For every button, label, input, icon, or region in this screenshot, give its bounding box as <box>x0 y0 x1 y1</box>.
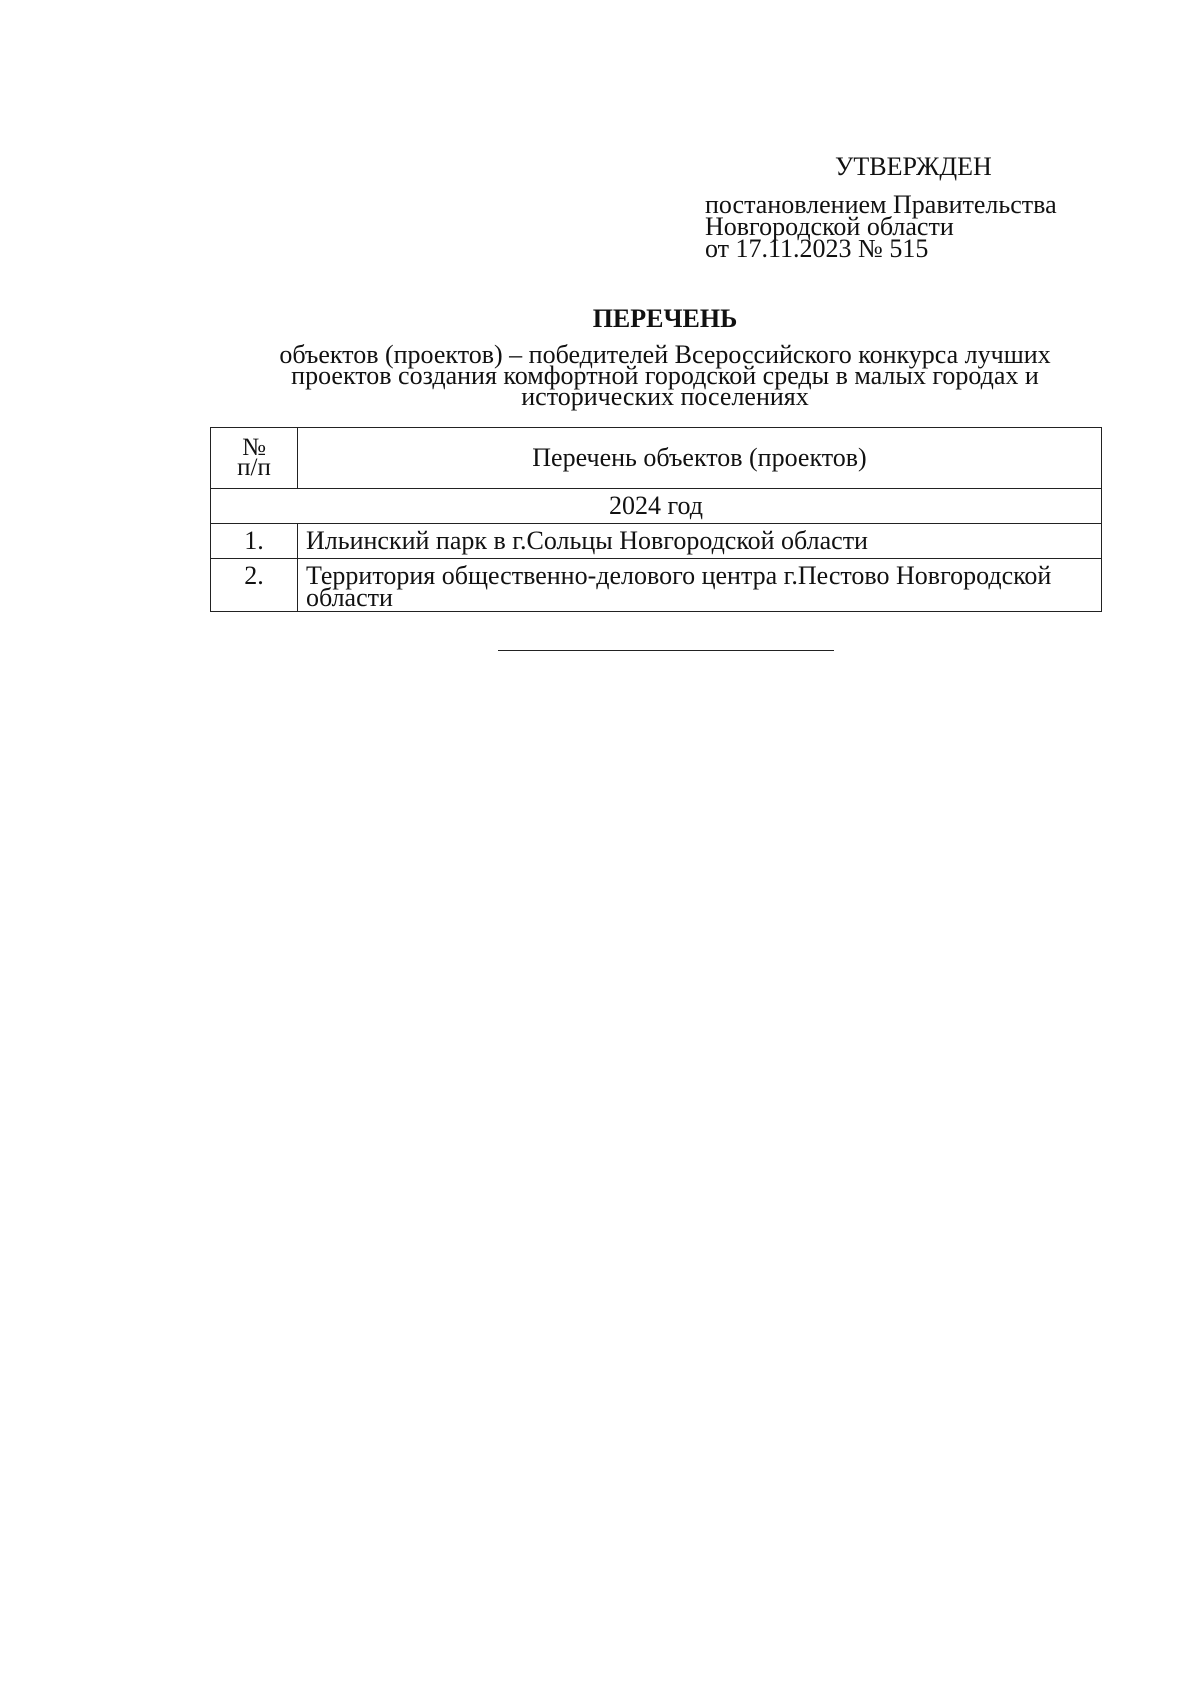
subtitle-line: исторических поселениях <box>521 382 809 411</box>
table-row <box>211 559 1102 612</box>
table-header-row <box>211 428 1102 489</box>
approval-title: УТВЕРЖДЕН <box>835 152 992 181</box>
approval-details <box>705 190 1057 263</box>
row-number: 2. <box>211 559 298 612</box>
table-year-row <box>211 489 1102 524</box>
approval-line-region: Новгородской области <box>705 212 954 241</box>
header-number-pp: п/п <box>237 454 271 481</box>
subtitle-line: объектов (проектов) – победителей Всероссийского конкурса лучших <box>279 340 1051 369</box>
document-title: ПЕРЕЧЕНЬ <box>592 304 738 333</box>
document-subtitle <box>240 340 1090 411</box>
header-number-cell <box>211 428 298 489</box>
row-name: Ильинский парк в г.Сольцы Новгородской области <box>298 524 1102 559</box>
header-number-sign: № <box>242 434 266 461</box>
row-number: 1. <box>211 524 298 559</box>
approval-line-resolution: постановлением Правительства <box>705 190 1057 219</box>
subtitle-line: проектов создания комфортной городской среды в малых городах и <box>291 361 1039 390</box>
objects-table <box>210 427 1102 612</box>
year-cell: 2024 год <box>211 489 1102 524</box>
row-name: Территория общественно-делового центра г.Пестово Новгородской области <box>298 559 1102 612</box>
table-row <box>211 524 1102 559</box>
approval-line-date-number: от 17.11.2023 № 515 <box>705 234 929 263</box>
header-name-cell: Перечень объектов (проектов) <box>298 428 1102 489</box>
end-divider <box>498 650 834 651</box>
